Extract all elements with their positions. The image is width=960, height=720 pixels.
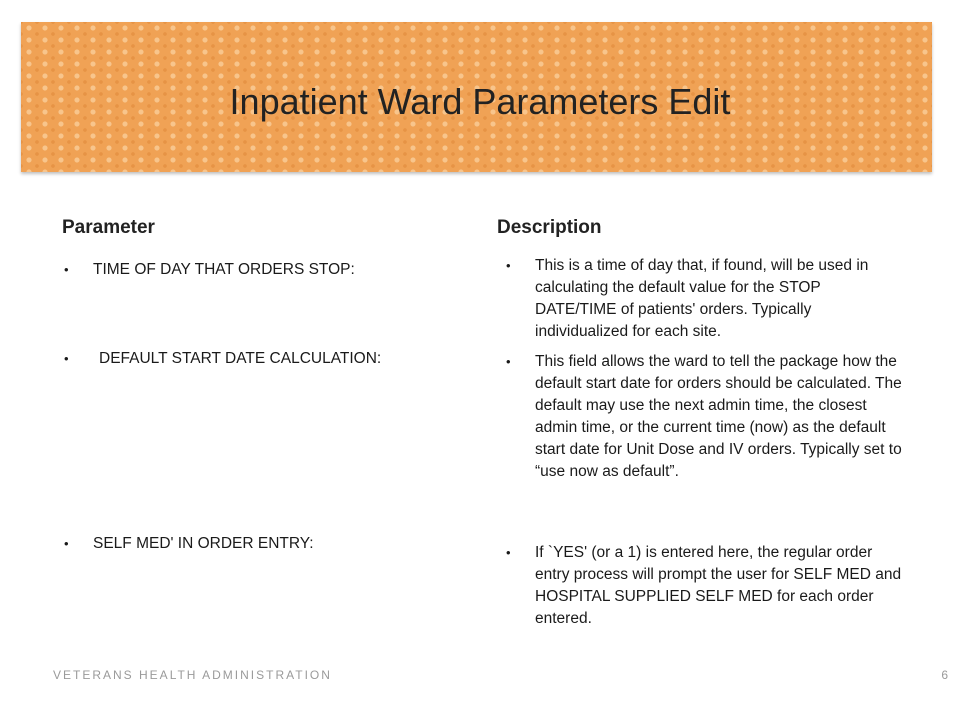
bullet-icon: • [64, 536, 69, 551]
parameter-label: DEFAULT START DATE CALCULATION: [99, 350, 382, 367]
description-text: This field allows the ward to tell the package how the default start date for orders should be calculated. The default may use the next admin time, the closest admin time, or the current time (now) as the default start date for Unit Dose and IV orders. Typically set to “use now as default”. [535, 353, 902, 480]
parameter-column-heading: Parameter [62, 217, 155, 238]
bullet-icon: • [64, 351, 69, 366]
bullet-icon: • [506, 354, 511, 369]
description-item [506, 542, 905, 630]
description-item [506, 351, 905, 483]
page-number: 6 [941, 668, 948, 682]
description-column-heading: Description [497, 217, 602, 238]
bullet-icon: • [506, 545, 511, 560]
parameter-item [64, 348, 382, 370]
parameter-label: TIME OF DAY THAT ORDERS STOP: [93, 261, 355, 278]
description-text: If `YES' (or a 1) is entered here, the regular order entry process will prompt the user for SELF MED and HOSPITAL SUPPLIED SELF MED for each order entered. [535, 544, 902, 627]
bullet-icon: • [64, 262, 69, 277]
bullet-icon: • [506, 258, 511, 273]
parameter-item [64, 533, 314, 555]
parameter-label: SELF MED' IN ORDER ENTRY: [93, 535, 314, 552]
description-text: This is a time of day that, if found, will be used in calculating the default value for the STOP DATE/TIME of patients' orders. Typically individualized for each site. [535, 257, 869, 340]
footer-organization: VETERANS HEALTH ADMINISTRATION [53, 668, 332, 682]
parameter-item [64, 259, 355, 281]
description-item [506, 255, 905, 343]
slide-title: Inpatient Ward Parameters Edit [229, 81, 731, 122]
